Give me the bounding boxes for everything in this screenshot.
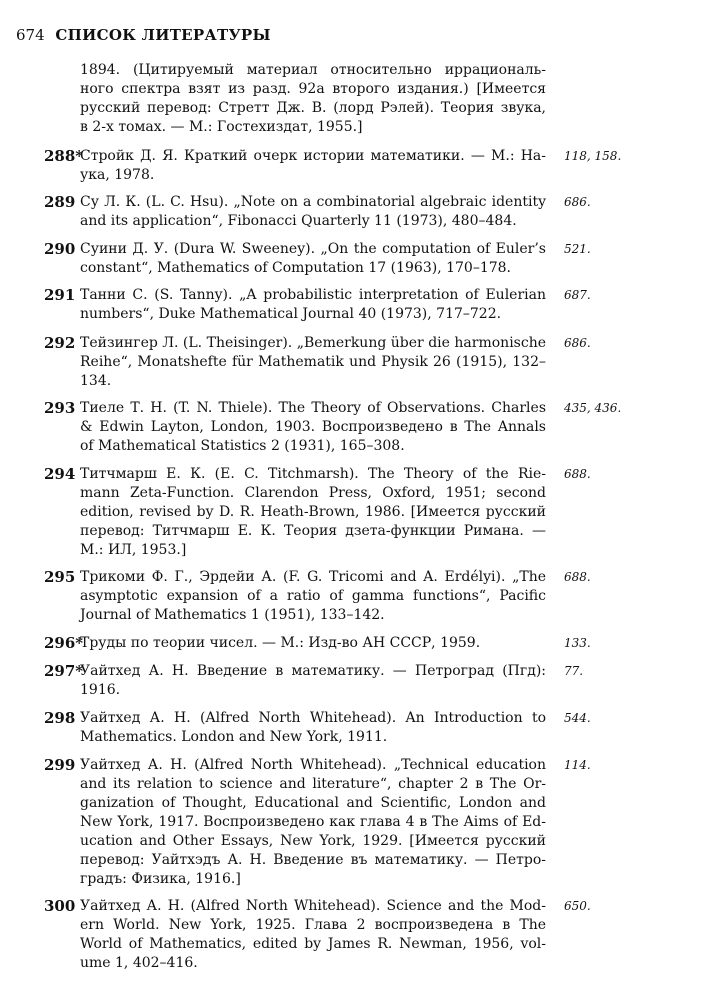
entry-line: constant“, Mathematics of Computation 17 (1963), 170–178.	[80, 260, 511, 276]
entry-line: of Mathematical Statistics 2 (1931), 165–308.	[80, 438, 405, 454]
entry-text	[80, 147, 546, 185]
entry-cited-pages: 688.	[564, 570, 591, 584]
entry-line: ука, 1978.	[80, 167, 155, 183]
entry-line: 1916.	[80, 682, 121, 698]
entry-cited-pages: 77.	[564, 664, 584, 678]
entry-cited-pages: 544.	[564, 711, 591, 725]
entry-number: 300	[44, 897, 76, 915]
entry-cited-pages: 114.	[564, 758, 591, 772]
entry-number: 297*	[44, 662, 84, 680]
entry-line: Journal of Mathematics 1 (1951), 133–142.	[80, 607, 385, 623]
entry-line: & Edwin Layton, London, 1903. Воспроизведено в The Annals	[80, 419, 546, 435]
entry-text	[80, 61, 546, 137]
page-header	[16, 24, 271, 46]
entry-line: Уайтхед А. Н. (Alfred North Whitehead). Science and the Mod-	[80, 898, 546, 914]
entry-text	[80, 634, 546, 653]
entry-line: русский перевод: Стретт Дж. В. (лорд Рэлей). Теория звука,	[80, 100, 546, 116]
entry-text	[80, 662, 546, 700]
entry-line: перевод: Уайтхэдъ А. Н. Введение въ математику. — Петро-	[80, 852, 546, 868]
entry-text	[80, 286, 546, 324]
entry-cited-pages: 650.	[564, 899, 591, 913]
entry-text	[80, 709, 546, 747]
entry-line: Суини Д. У. (Dura W. Sweeney). „On the computation of Euler’s	[80, 241, 546, 257]
entry-number: 289	[44, 193, 76, 211]
entry-line: М.: ИЛ, 1953.]	[80, 542, 187, 558]
entry-line: numbers“, Duke Mathematical Journal 40 (1973), 717–722.	[80, 306, 502, 322]
entry-line: Тейзингер Л. (L. Theisinger). „Bemerkung über die harmonische	[80, 335, 546, 351]
entry-text	[80, 568, 546, 625]
entry-cited-pages: 686.	[564, 336, 591, 350]
entry-line: Уайтхед А. Н. (Alfred North Whitehead). „Technical education	[80, 757, 546, 773]
entry-line: Mathematics. London and New York, 1911.	[80, 729, 388, 745]
entry-number: 293	[44, 399, 76, 417]
entry-cited-pages: 521.	[564, 242, 591, 256]
entry-line: ern World. New York, 1925. Глава 2 воспроизведена в The	[80, 917, 546, 933]
entry-text	[80, 334, 546, 391]
entry-line: Су Л. К. (L. C. Hsu). „Note on a combinatorial algebraic identity	[80, 194, 546, 210]
entry-line: mann Zeta-Function. Clarendon Press, Oxford, 1951; second	[80, 485, 546, 501]
page-number: 674	[16, 26, 45, 44]
entry-text	[80, 897, 546, 973]
entry-text	[80, 756, 546, 889]
entry-line: New York, 1917. Воспроизведено как глава 4 в The Aims of Ed-	[80, 814, 546, 830]
entry-line: Труды по теории чисел. — М.: Изд-во АН СССР, 1959.	[80, 635, 481, 651]
entry-cited-pages: 688.	[564, 467, 591, 481]
entry-line: ganization of Thought, Educational and Scientific, London and	[80, 795, 546, 811]
entry-line: 1894. (Цитируемый материал относительно иррациональ-	[80, 62, 546, 78]
entry-line: 134.	[80, 373, 112, 389]
entry-number: 296*	[44, 634, 84, 652]
entry-line: в 2-х томах. — М.: Гостехиздат, 1955.]	[80, 119, 363, 135]
entry-number: 298	[44, 709, 76, 727]
entry-line: Титчмарш Е. К. (E. C. Titchmarsh). The Theory of the Rie-	[80, 466, 546, 482]
entry-line: and its application“, Fibonacci Quarterly 11 (1973), 480–484.	[80, 213, 517, 229]
entry-cited-pages: 118, 158.	[564, 149, 622, 163]
page-title: СПИСОК ЛИТЕРАТУРЫ	[55, 26, 271, 44]
entry-text	[80, 399, 546, 456]
entry-line: градъ: Физика, 1916.]	[80, 871, 241, 887]
entry-number: 290	[44, 240, 76, 258]
entry-cited-pages: 133.	[564, 636, 591, 650]
entry-line: World of Mathematics, edited by James R. Newman, 1956, vol-	[80, 936, 546, 952]
entry-line: Уайтхед А. Н. (Alfred North Whitehead). An Introduction to	[80, 710, 546, 726]
entry-text	[80, 240, 546, 278]
entry-line: Reihe“, Monatshefte für Mathematik und Physik 26 (1915), 132–	[80, 354, 546, 370]
entry-number: 294	[44, 465, 76, 483]
entry-number: 299	[44, 756, 76, 774]
entry-number: 292	[44, 334, 76, 352]
entry-line: and its relation to science and literature“, chapter 2 в The Or-	[80, 776, 546, 792]
entry-line: Танни С. (S. Tanny). „A probabilistic interpretation of Eulerian	[80, 287, 546, 303]
entry-cited-pages: 435, 436.	[564, 401, 622, 415]
entry-number: 295	[44, 568, 76, 586]
entry-cited-pages: 687.	[564, 288, 591, 302]
entry-number: 291	[44, 286, 76, 304]
entry-line: Трикоми Ф. Г., Эрдейи А. (F. G. Tricomi and A. Erdélyi). „The	[80, 569, 546, 585]
entry-line: ucation and Other Essays, New York, 1929. [Имеется русский	[80, 833, 546, 849]
entry-line: перевод: Титчмарш Е. К. Теория дзета-функции Римана. —	[80, 523, 546, 539]
entry-text	[80, 193, 546, 231]
entry-line: edition, revised by D. R. Heath-Brown, 1986. [Имеется русский	[80, 504, 546, 520]
entry-cited-pages: 686.	[564, 195, 591, 209]
entry-line: Стройк Д. Я. Краткий очерк истории математики. — М.: На-	[80, 148, 546, 164]
entry-line: Тиеле Т. Н. (T. N. Thiele). The Theory of Observations. Charles	[80, 400, 546, 416]
entry-line: asymptotic expansion of a ratio of gamma functions“, Pacific	[80, 588, 546, 604]
entry-line: ного спектра взят из разд. 92а второго издания.) [Имеется	[80, 81, 546, 97]
entry-line: ume 1, 402–416.	[80, 955, 198, 971]
entry-text	[80, 465, 546, 560]
entry-line: Уайтхед А. Н. Введение в математику. — Петроград (Пгд):	[80, 663, 546, 679]
entry-number: 288*	[44, 147, 84, 165]
